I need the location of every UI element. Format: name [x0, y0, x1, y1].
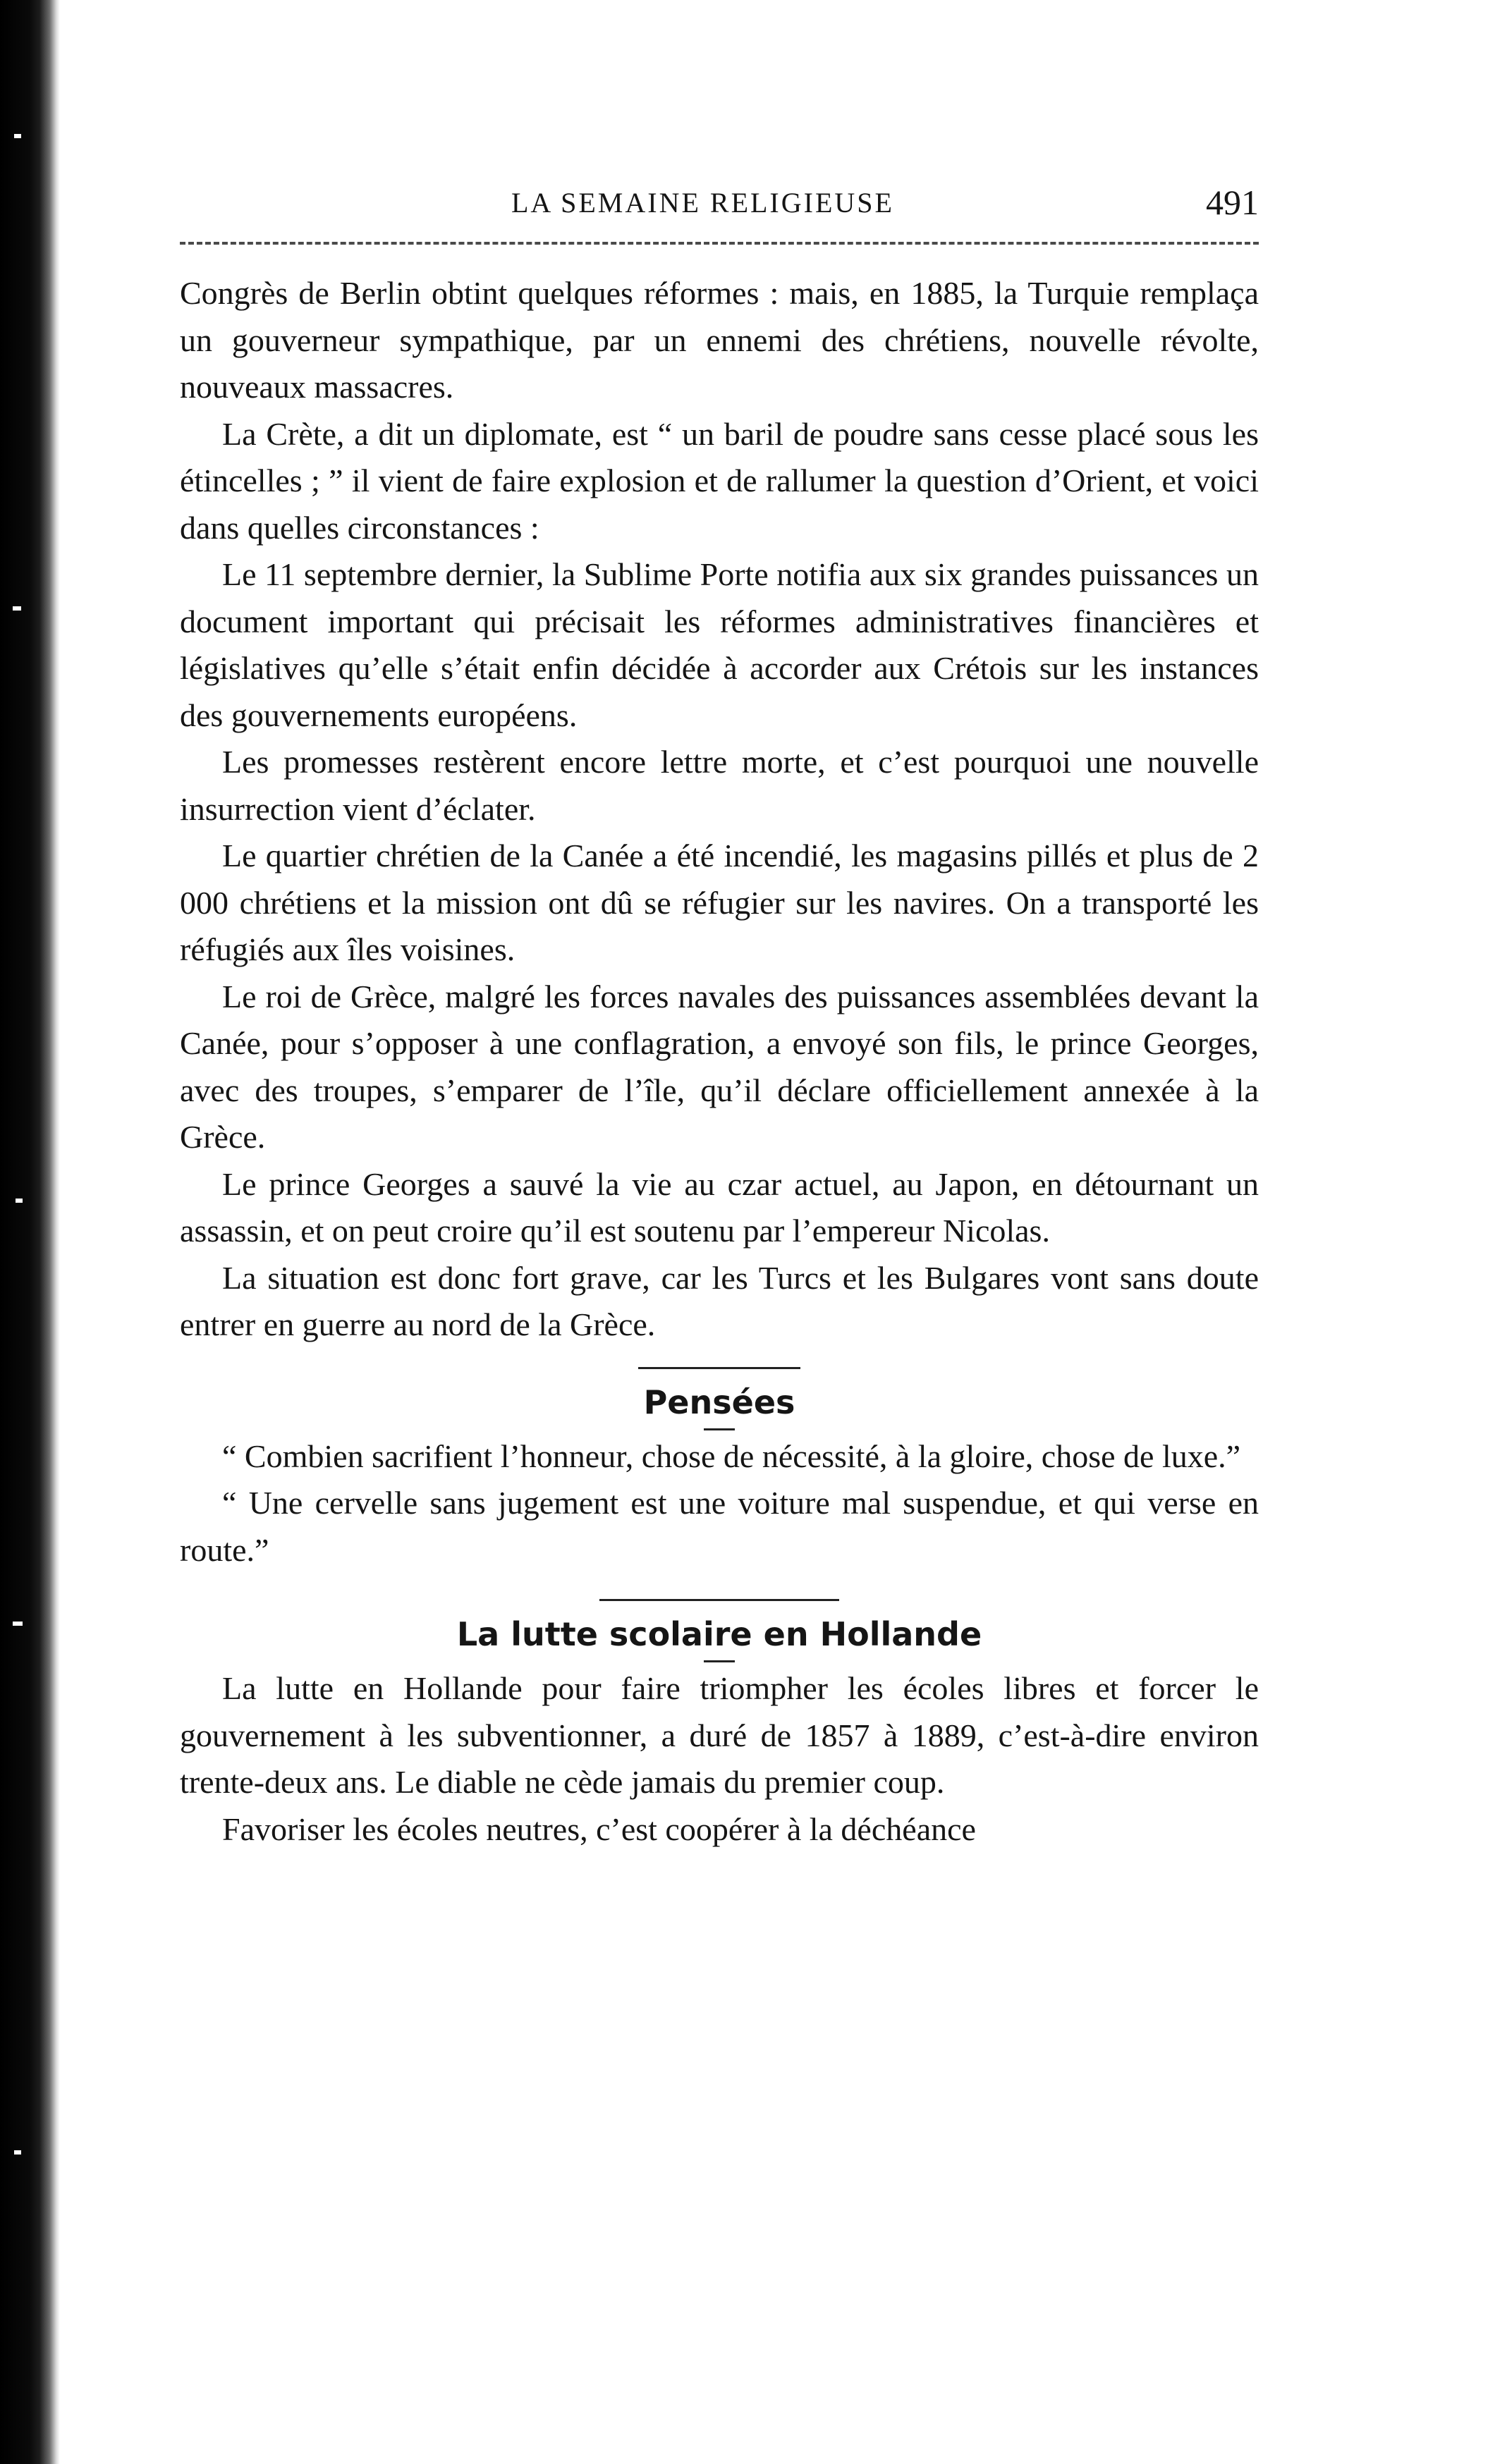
page-number: 491	[1206, 183, 1259, 222]
paragraph: Le 11 septembre dernier, la Sublime Porte notifia aux six grandes puissances un document important qui précisait les réformes administratives financières et législatives qu’elle s’était enfin décidée à accorder aux Crétois sur les instances des gouvernements européens.	[180, 556, 1259, 733]
paragraph: Congrès de Berlin obtint quelques réformes : mais, en 1885, la Turquie remplaça un gouverneur sympathique, par un ennemi des chrétiens, nouvelle révolte, nouveaux massacres.	[180, 275, 1259, 405]
page-binding-edge	[0, 0, 60, 2464]
section-separator-rule	[599, 1599, 839, 1601]
header-rule	[180, 242, 1259, 245]
section-heading-lutte-scolaire: La lutte scolaire en Hollande	[456, 1615, 982, 1653]
quote: “ Combien sacrifient l’honneur, chose de nécessité, à la gloire, chose de luxe.”	[222, 1438, 1241, 1474]
paragraph: Le prince Georges a sauvé la vie au czar actuel, au Japon, en détournant un assassin, et on peut croire qu’il est soutenu par l’empereur Nicolas.	[180, 1165, 1259, 1249]
section-separator-rule	[638, 1367, 800, 1369]
paragraph: La Crète, a dit un diplomate, est “ un baril de poudre sans cesse placé sous les étincelles ; ” il vient de faire explosion et de rallumer la question d’Orient, et voici dans quelles circonstances :	[180, 415, 1259, 546]
paragraph: Le roi de Grèce, malgré les forces navales des puissances assemblées devant la Canée, pour s’opposer à une conflagration, a envoyé son fils, le prince Georges, avec des troupes, s’emparer de l’île, qu’il déclare officiellement annexée à la Grèce.	[180, 978, 1259, 1155]
section-heading-pensees: Pensées	[643, 1383, 795, 1421]
paragraph: La situation est donc fort grave, car les Turcs et les Bulgares vont sans doute entrer en guerre au nord de la Grèce.	[180, 1259, 1259, 1342]
paragraph: Le quartier chrétien de la Canée a été incendié, les magasins pillés et plus de 2 000 chrétiens et la mission ont dû se réfugier sur les navires. On a transporté les réfugiés aux îles voisines.	[180, 838, 1259, 967]
heading-dash	[704, 1660, 735, 1662]
page-header	[180, 182, 1259, 231]
paragraph: La lutte en Hollande pour faire triompher les écoles libres et forcer le gouvernement à les subventionner, a duré de 1857 à 1889, c’est-à-dire environ trente-deux ans. Le diable ne cède jamais du premier coup.	[180, 1670, 1259, 1800]
heading-dash	[704, 1428, 735, 1430]
running-title: LA SEMAINE RELIGIEUSE	[511, 187, 894, 219]
article-body	[180, 270, 1259, 1853]
document-page	[180, 0, 1259, 2464]
paragraph: Les promesses restèrent encore lettre morte, et c’est pourquoi une nouvelle insurrection vient d’éclater.	[180, 744, 1259, 827]
paragraph: Favoriser les écoles neutres, c’est coopérer à la déchéance	[222, 1810, 976, 1847]
quote: “ Une cervelle sans jugement est une voiture mal suspendue, et qui verse en route.”	[180, 1485, 1259, 1568]
